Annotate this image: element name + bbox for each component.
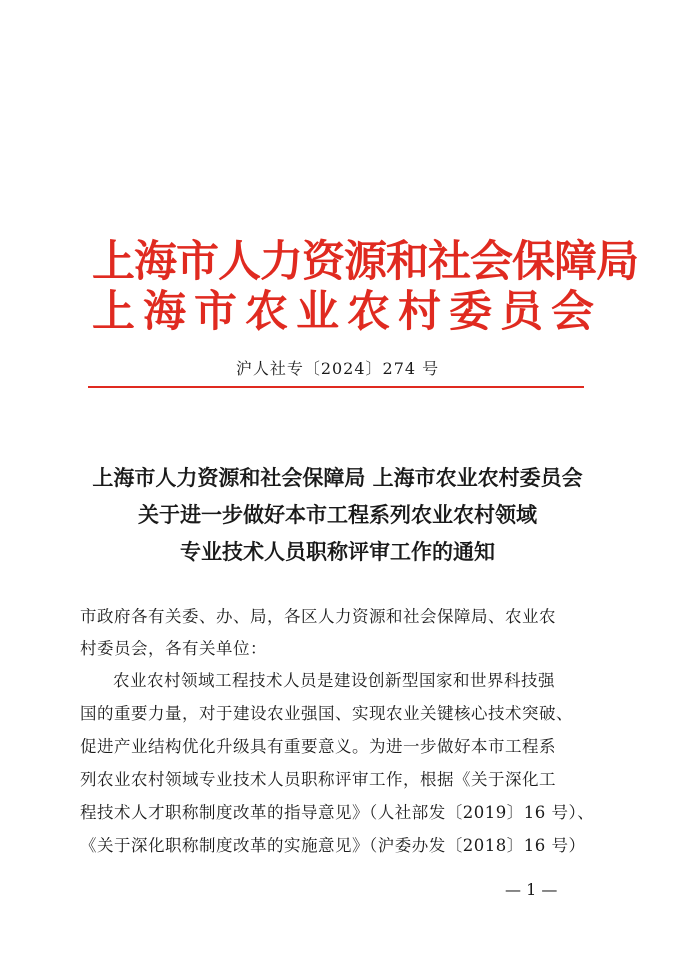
notice-title-line-2: 关于进一步做好本市工程系列农业农村领域 bbox=[138, 502, 537, 527]
body-text-line: 列农业农村领域专业技术人员职称评审工作，根据《关于深化工 bbox=[80, 770, 556, 789]
body-text-line: 促进产业结构优化升级具有重要意义。为进一步做好本市工程系 bbox=[80, 737, 556, 756]
red-separator-line bbox=[88, 386, 584, 388]
notice-title-line-1: 上海市人力资源和社会保障局 上海市农业农村委员会 bbox=[92, 465, 583, 490]
body-text-line: 程技术人才职称制度改革的指导意见》（人社部发〔2019〕16 号）、 bbox=[80, 803, 595, 822]
issuer-name-agriculture: 上海市农业农村委员会 bbox=[92, 287, 602, 337]
body-text-line: 农业农村领域工程技术人员是建设创新型国家和世界科技强 bbox=[113, 671, 555, 690]
salutation-line: 村委员会，各有关单位： bbox=[80, 639, 267, 658]
notice-title-line-3: 专业技术人员职称评审工作的通知 bbox=[180, 539, 495, 564]
issuer-name-hrss: 上海市人力资源和社会保障局 bbox=[92, 237, 638, 287]
page-number: — 1 — bbox=[505, 880, 558, 899]
document-number: 沪人社专〔2024〕274 号 bbox=[235, 359, 440, 378]
salutation-line: 市政府各有关委、办、局，各区人力资源和社会保障局、农业农 bbox=[80, 607, 556, 626]
body-text-line: 《关于深化职称制度改革的实施意见》（沪委办发〔2018〕16 号） bbox=[80, 836, 586, 855]
body-text-line: 国的重要力量，对于建设农业强国、实现农业关键核心技术突破、 bbox=[80, 704, 573, 723]
